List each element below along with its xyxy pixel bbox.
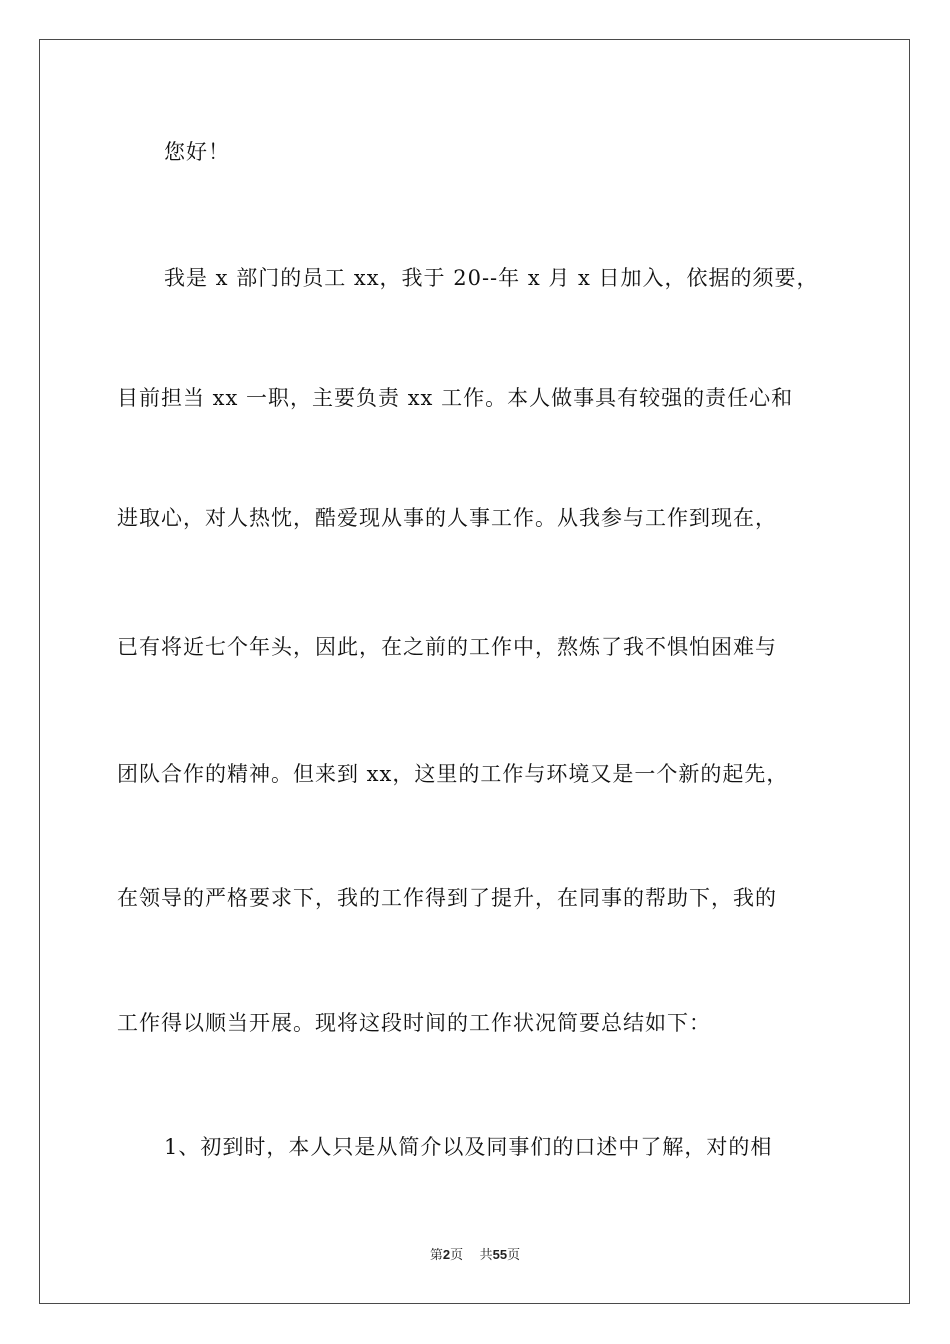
page-number: 2 <box>442 1247 451 1262</box>
page-footer <box>0 1246 950 1265</box>
page-border <box>39 39 910 1304</box>
paragraph-line-4: 已有将近七个年头，因此，在之前的工作中，熬炼了我不惧怕困难与 <box>117 635 777 659</box>
page-suffix: 页 <box>450 1248 464 1263</box>
total-pages: 55 <box>492 1247 508 1262</box>
list-item-1-line: 1、初到时，本人只是从简介以及同事们的口述中了解，对的相 <box>164 1135 773 1159</box>
total-suffix: 页 <box>507 1248 521 1263</box>
paragraph-line-6: 在领导的严格要求下，我的工作得到了提升，在同事的帮助下，我的 <box>117 886 777 910</box>
paragraph-line-5: 团队合作的精神。但来到 xx，这里的工作与环境又是一个新的起先， <box>117 762 789 786</box>
paragraph-line-1: 我是 x 部门的员工 xx，我于 20--年 x 月 x 日加入，依据的须要， <box>164 266 819 290</box>
page-prefix: 第 <box>429 1248 443 1263</box>
paragraph-line-3: 进取心，对人热忱，酷爱现从事的人事工作。从我参与工作到现在， <box>117 506 777 530</box>
paragraph-line-7: 工作得以顺当开展。现将这段时间的工作状况简要总结如下： <box>117 1011 711 1035</box>
greeting-text: 您好！ <box>164 140 230 164</box>
total-prefix: 共 <box>479 1248 493 1263</box>
paragraph-line-2: 目前担当 xx 一职，主要负责 xx 工作。本人做事具有较强的责任心和 <box>117 386 794 410</box>
